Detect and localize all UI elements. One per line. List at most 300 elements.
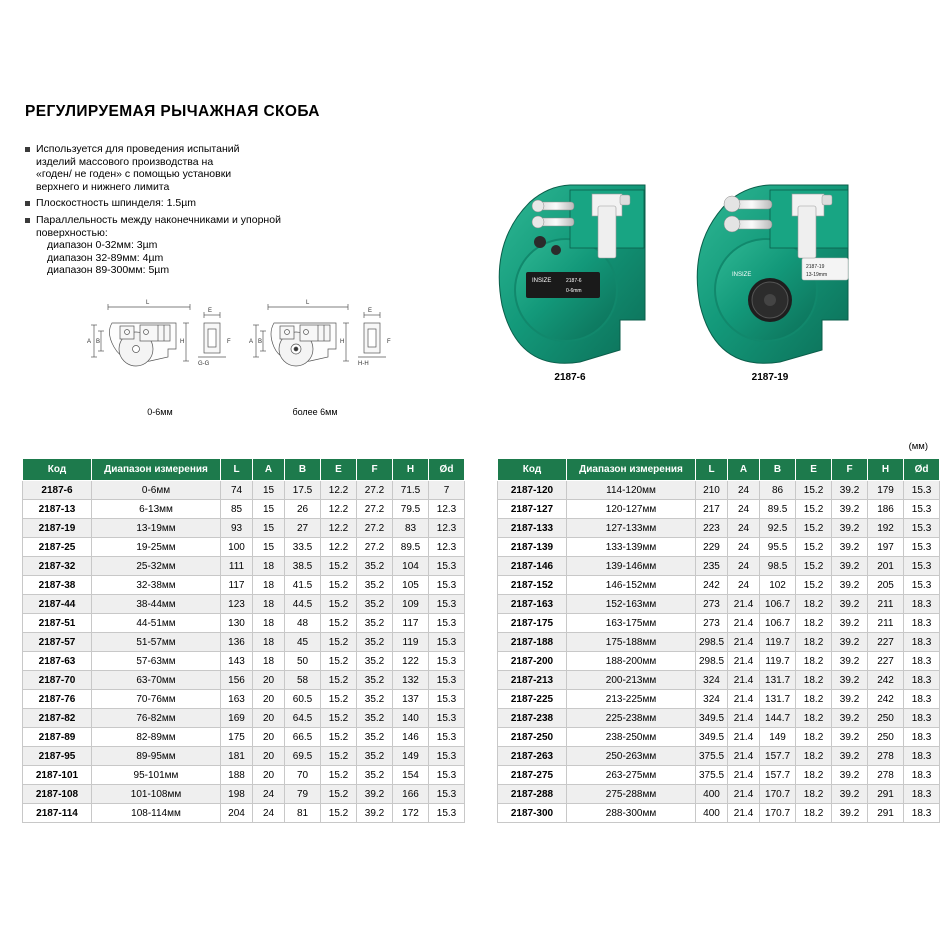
cell-value: 104 — [393, 557, 429, 576]
cell-value: 20 — [253, 709, 285, 728]
cell-value: 27 — [285, 519, 321, 538]
cell-value: 291 — [868, 804, 904, 823]
cell-range: 63-70мм — [92, 671, 221, 690]
cell-value: 24 — [728, 519, 760, 538]
spec-table-right — [497, 458, 940, 823]
svg-text:0-6mm: 0-6mm — [566, 288, 582, 294]
cell-code: 2187-275 — [498, 766, 567, 785]
cell-value: 15.3 — [429, 595, 465, 614]
cell-value: 18.3 — [904, 671, 940, 690]
unit-note: (мм) — [908, 441, 928, 452]
bullet-subline: диапазон 89-300мм: 5µm — [47, 264, 170, 277]
cell-value: 79 — [285, 785, 321, 804]
cell-value: 15.3 — [429, 652, 465, 671]
cell-value: 375.5 — [696, 766, 728, 785]
cell-value: 235 — [696, 557, 728, 576]
svg-text:E: E — [368, 308, 373, 314]
cell-code: 2187-63 — [23, 652, 92, 671]
cell-value: 35.2 — [357, 557, 393, 576]
cell-value: 39.2 — [832, 614, 868, 633]
cell-value: 18.3 — [904, 595, 940, 614]
cell-value: 79.5 — [393, 500, 429, 519]
cell-value: 66.5 — [285, 728, 321, 747]
table-row — [498, 690, 940, 709]
svg-text:2187-6: 2187-6 — [566, 278, 582, 284]
cell-code: 2187-19 — [23, 519, 92, 538]
cell-value: 69.5 — [285, 747, 321, 766]
table-row — [23, 747, 465, 766]
cell-value: 291 — [868, 785, 904, 804]
cell-value: 27.2 — [357, 519, 393, 538]
svg-text:INSIZE: INSIZE — [532, 278, 552, 284]
cell-value: 20 — [253, 728, 285, 747]
cell-value: 242 — [868, 671, 904, 690]
cell-code: 2187-38 — [23, 576, 92, 595]
cell-value: 15.3 — [429, 804, 465, 823]
svg-text:INSIZE: INSIZE — [732, 272, 752, 278]
cell-range: 146-152мм — [567, 576, 696, 595]
cell-value: 18 — [253, 633, 285, 652]
cell-value: 21.4 — [728, 690, 760, 709]
cell-value: 21.4 — [728, 595, 760, 614]
cell-range: 163-175мм — [567, 614, 696, 633]
cell-value: 122 — [393, 652, 429, 671]
cell-value: 45 — [285, 633, 321, 652]
cell-code: 2187-114 — [23, 804, 92, 823]
cell-value: 217 — [696, 500, 728, 519]
cell-value: 179 — [868, 481, 904, 500]
cell-value: 83 — [393, 519, 429, 538]
cell-value: 144.7 — [760, 709, 796, 728]
table-row — [23, 538, 465, 557]
cell-value: 111 — [221, 557, 253, 576]
cell-code: 2187-188 — [498, 633, 567, 652]
table-row — [23, 500, 465, 519]
cell-range: 120-127мм — [567, 500, 696, 519]
cell-value: 18.3 — [904, 766, 940, 785]
cell-code: 2187-139 — [498, 538, 567, 557]
cell-code: 2187-146 — [498, 557, 567, 576]
table-row — [23, 519, 465, 538]
col-header-e: E — [321, 459, 357, 481]
cell-value: 21.4 — [728, 633, 760, 652]
svg-text:L: L — [306, 300, 310, 306]
cell-value: 227 — [868, 633, 904, 652]
list-item — [25, 214, 325, 277]
cell-value: 211 — [868, 614, 904, 633]
cell-value: 39.2 — [832, 557, 868, 576]
cell-value: 400 — [696, 804, 728, 823]
cell-value: 143 — [221, 652, 253, 671]
cell-value: 15 — [253, 500, 285, 519]
cell-value: 38.5 — [285, 557, 321, 576]
cell-value: 192 — [868, 519, 904, 538]
cell-value: 21.4 — [728, 728, 760, 747]
cell-value: 85 — [221, 500, 253, 519]
cell-value: 58 — [285, 671, 321, 690]
col-header-code: Код — [23, 459, 92, 481]
cell-value: 156 — [221, 671, 253, 690]
cell-value: 21.4 — [728, 671, 760, 690]
cell-value: 204 — [221, 804, 253, 823]
cell-value: 175 — [221, 728, 253, 747]
table-row — [23, 728, 465, 747]
list-item — [25, 143, 325, 193]
cell-value: 18.2 — [796, 690, 832, 709]
cell-value: 70 — [285, 766, 321, 785]
cell-value: 15.2 — [796, 557, 832, 576]
cell-value: 15.3 — [429, 576, 465, 595]
cell-value: 15.3 — [904, 576, 940, 595]
cell-value: 131.7 — [760, 690, 796, 709]
cell-value: 298.5 — [696, 652, 728, 671]
table-row — [498, 766, 940, 785]
cell-value: 35.2 — [357, 595, 393, 614]
photo-label-right: 2187-19 — [751, 372, 789, 383]
cell-value: 27.2 — [357, 500, 393, 519]
cell-value: 117 — [221, 576, 253, 595]
cell-value: 15.2 — [321, 614, 357, 633]
cell-range: 76-82мм — [92, 709, 221, 728]
cell-value: 15.2 — [321, 652, 357, 671]
cell-value: 18.2 — [796, 728, 832, 747]
cell-value: 18.2 — [796, 652, 832, 671]
cell-value: 242 — [696, 576, 728, 595]
cell-value: 21.4 — [728, 747, 760, 766]
table-row — [23, 709, 465, 728]
cell-value: 349.5 — [696, 709, 728, 728]
cell-value: 18.3 — [904, 709, 940, 728]
svg-text:F: F — [387, 339, 391, 345]
cell-value: 18.3 — [904, 785, 940, 804]
cell-value: 39.2 — [832, 538, 868, 557]
cell-value: 74 — [221, 481, 253, 500]
cell-value: 15.3 — [429, 747, 465, 766]
cell-value: 223 — [696, 519, 728, 538]
cell-value: 89.5 — [393, 538, 429, 557]
svg-text:B: B — [258, 339, 263, 345]
cell-value: 15.2 — [321, 709, 357, 728]
cell-value: 18.3 — [904, 633, 940, 652]
cell-value: 18.2 — [796, 804, 832, 823]
cell-value: 15 — [253, 519, 285, 538]
cell-value: 15.3 — [429, 785, 465, 804]
cell-value: 15.2 — [321, 690, 357, 709]
cell-range: 6-13мм — [92, 500, 221, 519]
table-row — [498, 481, 940, 500]
table-row — [498, 804, 940, 823]
cell-value: 27.2 — [357, 481, 393, 500]
cell-value: 119 — [393, 633, 429, 652]
cell-value: 35.2 — [357, 576, 393, 595]
bullet-text — [36, 214, 325, 277]
cell-value: 273 — [696, 614, 728, 633]
technical-drawings — [80, 295, 410, 420]
list-item — [25, 197, 325, 210]
cell-value: 39.2 — [832, 747, 868, 766]
cell-value: 197 — [868, 538, 904, 557]
cell-value: 18 — [253, 614, 285, 633]
col-header-a: A — [253, 459, 285, 481]
bullet-square-icon — [25, 201, 30, 206]
cell-code: 2187-89 — [23, 728, 92, 747]
cell-value: 35.2 — [357, 671, 393, 690]
cell-range: 0-6мм — [92, 481, 221, 500]
cell-code: 2187-76 — [23, 690, 92, 709]
cell-range: 250-263мм — [567, 747, 696, 766]
cell-range: 38-44мм — [92, 595, 221, 614]
table-row — [23, 671, 465, 690]
cell-value: 172 — [393, 804, 429, 823]
cell-value: 15.3 — [429, 728, 465, 747]
cell-value: 146 — [393, 728, 429, 747]
svg-text:H-H: H-H — [358, 361, 369, 367]
cell-value: 123 — [221, 595, 253, 614]
cell-value: 140 — [393, 709, 429, 728]
cell-range: 51-57мм — [92, 633, 221, 652]
cell-value: 149 — [760, 728, 796, 747]
col-header-code: Код — [498, 459, 567, 481]
cell-value: 149 — [393, 747, 429, 766]
cell-value: 211 — [868, 595, 904, 614]
cell-code: 2187-163 — [498, 595, 567, 614]
table-header-row — [498, 459, 940, 481]
cell-value: 137 — [393, 690, 429, 709]
col-header-h: H — [868, 459, 904, 481]
cell-code: 2187-175 — [498, 614, 567, 633]
table-row — [498, 538, 940, 557]
cell-value: 278 — [868, 766, 904, 785]
cell-code: 2187-82 — [23, 709, 92, 728]
table-row — [498, 633, 940, 652]
cell-value: 18.2 — [796, 595, 832, 614]
cell-value: 86 — [760, 481, 796, 500]
cell-value: 89.5 — [760, 500, 796, 519]
bullet-text — [36, 143, 239, 193]
cell-value: 100 — [221, 538, 253, 557]
cell-range: 188-200мм — [567, 652, 696, 671]
cell-range: 175-188мм — [567, 633, 696, 652]
cell-value: 21.4 — [728, 614, 760, 633]
cell-value: 18.3 — [904, 690, 940, 709]
cell-value: 12.2 — [321, 519, 357, 538]
cell-value: 119.7 — [760, 633, 796, 652]
cell-value: 250 — [868, 709, 904, 728]
table-row — [23, 557, 465, 576]
cell-value: 15.3 — [429, 614, 465, 633]
table-row — [23, 785, 465, 804]
cell-value: 15.3 — [429, 709, 465, 728]
cell-value: 157.7 — [760, 747, 796, 766]
cell-value: 18.2 — [796, 671, 832, 690]
cell-value: 132 — [393, 671, 429, 690]
cell-value: 18.2 — [796, 766, 832, 785]
cell-value: 17.5 — [285, 481, 321, 500]
cell-range: 225-238мм — [567, 709, 696, 728]
bullet-line: «годен/ не годен» с помощью установки — [36, 168, 232, 181]
cell-value: 41.5 — [285, 576, 321, 595]
cell-range: 95-101мм — [92, 766, 221, 785]
cell-value: 21.4 — [728, 652, 760, 671]
bullet-text: Плоскостность шпинделя: 1.5µm — [36, 197, 197, 210]
cell-value: 39.2 — [832, 785, 868, 804]
cell-value: 12.3 — [429, 500, 465, 519]
cell-value: 15 — [253, 538, 285, 557]
cell-code: 2187-152 — [498, 576, 567, 595]
svg-text:E: E — [208, 308, 213, 314]
cell-code: 2187-70 — [23, 671, 92, 690]
cell-value: 198 — [221, 785, 253, 804]
bullet-line: изделий массового производства на — [36, 155, 214, 168]
table-row — [498, 500, 940, 519]
cell-value: 39.2 — [832, 576, 868, 595]
table-row — [498, 595, 940, 614]
cell-value: 20 — [253, 747, 285, 766]
cell-value: 157.7 — [760, 766, 796, 785]
cell-code: 2187-288 — [498, 785, 567, 804]
cell-value: 39.2 — [832, 652, 868, 671]
cell-range: 114-120мм — [567, 481, 696, 500]
table-row — [23, 614, 465, 633]
cell-value: 35.2 — [357, 614, 393, 633]
cell-value: 349.5 — [696, 728, 728, 747]
table-row — [23, 576, 465, 595]
cell-range: 13-19мм — [92, 519, 221, 538]
svg-text:13-19mm: 13-19mm — [806, 272, 828, 278]
cell-value: 15.2 — [796, 500, 832, 519]
col-header-b: B — [760, 459, 796, 481]
cell-value: 324 — [696, 671, 728, 690]
cell-value: 39.2 — [832, 671, 868, 690]
cell-value: 39.2 — [832, 519, 868, 538]
cell-value: 50 — [285, 652, 321, 671]
cell-value: 15.2 — [321, 671, 357, 690]
cell-range: 263-275мм — [567, 766, 696, 785]
cell-value: 15.2 — [796, 576, 832, 595]
cell-code: 2187-200 — [498, 652, 567, 671]
cell-code: 2187-13 — [23, 500, 92, 519]
cell-range: 275-288мм — [567, 785, 696, 804]
cell-value: 205 — [868, 576, 904, 595]
cell-value: 170.7 — [760, 804, 796, 823]
cell-value: 136 — [221, 633, 253, 652]
cell-code: 2187-32 — [23, 557, 92, 576]
feature-list — [25, 143, 325, 281]
cell-range: 139-146мм — [567, 557, 696, 576]
col-header-range: Диапазон измерения — [567, 459, 696, 481]
cell-value: 15.3 — [904, 481, 940, 500]
svg-text:A: A — [249, 339, 254, 345]
col-header-f: F — [357, 459, 393, 481]
cell-value: 15.2 — [321, 804, 357, 823]
col-header-od: Ød — [429, 459, 465, 481]
cell-value: 15.3 — [429, 557, 465, 576]
cell-value: 21.4 — [728, 785, 760, 804]
cell-value: 166 — [393, 785, 429, 804]
table-row — [498, 728, 940, 747]
cell-value: 12.2 — [321, 500, 357, 519]
bullet-line: Параллельность между наконечниками и упорной поверхностью: — [36, 213, 281, 239]
table-row — [498, 747, 940, 766]
cell-value: 21.4 — [728, 766, 760, 785]
cell-value: 39.2 — [832, 804, 868, 823]
cell-value: 15.2 — [321, 557, 357, 576]
svg-text:H: H — [340, 339, 345, 345]
cell-value: 181 — [221, 747, 253, 766]
cell-value: 154 — [393, 766, 429, 785]
table-row — [23, 804, 465, 823]
cell-value: 12.3 — [429, 519, 465, 538]
cell-value: 24 — [728, 481, 760, 500]
cell-value: 24 — [728, 538, 760, 557]
bullet-subline: диапазон 32-89мм: 4µm — [47, 251, 164, 264]
cell-code: 2187-120 — [498, 481, 567, 500]
cell-value: 35.2 — [357, 728, 393, 747]
cell-code: 2187-51 — [23, 614, 92, 633]
cell-value: 12.2 — [321, 538, 357, 557]
cell-value: 18.2 — [796, 747, 832, 766]
cell-value: 15.3 — [904, 557, 940, 576]
cell-value: 18 — [253, 576, 285, 595]
col-header-b: B — [285, 459, 321, 481]
cell-range: 101-108мм — [92, 785, 221, 804]
cell-range: 213-225мм — [567, 690, 696, 709]
cell-value: 33.5 — [285, 538, 321, 557]
cell-value: 24 — [253, 804, 285, 823]
cell-range: 19-25мм — [92, 538, 221, 557]
col-header-h: H — [393, 459, 429, 481]
cell-value: 15.3 — [429, 671, 465, 690]
svg-text:2187-19: 2187-19 — [806, 264, 825, 270]
cell-value: 188 — [221, 766, 253, 785]
cell-range: 44-51мм — [92, 614, 221, 633]
cell-value: 20 — [253, 671, 285, 690]
cell-value: 93 — [221, 519, 253, 538]
svg-text:A: A — [87, 339, 92, 345]
cell-value: 18.3 — [904, 728, 940, 747]
cell-range: 288-300мм — [567, 804, 696, 823]
cell-value: 20 — [253, 690, 285, 709]
cell-value: 35.2 — [357, 633, 393, 652]
cell-value: 21.4 — [728, 804, 760, 823]
cell-range: 25-32мм — [92, 557, 221, 576]
table-header-row — [23, 459, 465, 481]
cell-value: 15.2 — [796, 538, 832, 557]
cell-code: 2187-250 — [498, 728, 567, 747]
cell-value: 18 — [253, 557, 285, 576]
cell-value: 15.2 — [321, 747, 357, 766]
cell-code: 2187-6 — [23, 481, 92, 500]
cell-code: 2187-95 — [23, 747, 92, 766]
spec-table-left — [22, 458, 465, 823]
table-row — [23, 652, 465, 671]
cell-value: 109 — [393, 595, 429, 614]
cell-value: 18 — [253, 652, 285, 671]
cell-value: 39.2 — [832, 766, 868, 785]
cell-value: 278 — [868, 747, 904, 766]
col-header-f: F — [832, 459, 868, 481]
cell-code: 2187-238 — [498, 709, 567, 728]
cell-range: 70-76мм — [92, 690, 221, 709]
drawing-svg — [80, 295, 410, 420]
cell-value: 64.5 — [285, 709, 321, 728]
cell-value: 48 — [285, 614, 321, 633]
cell-range: 200-213мм — [567, 671, 696, 690]
cell-value: 21.4 — [728, 709, 760, 728]
cell-value: 35.2 — [357, 747, 393, 766]
cell-code: 2187-225 — [498, 690, 567, 709]
cell-value: 39.2 — [832, 709, 868, 728]
